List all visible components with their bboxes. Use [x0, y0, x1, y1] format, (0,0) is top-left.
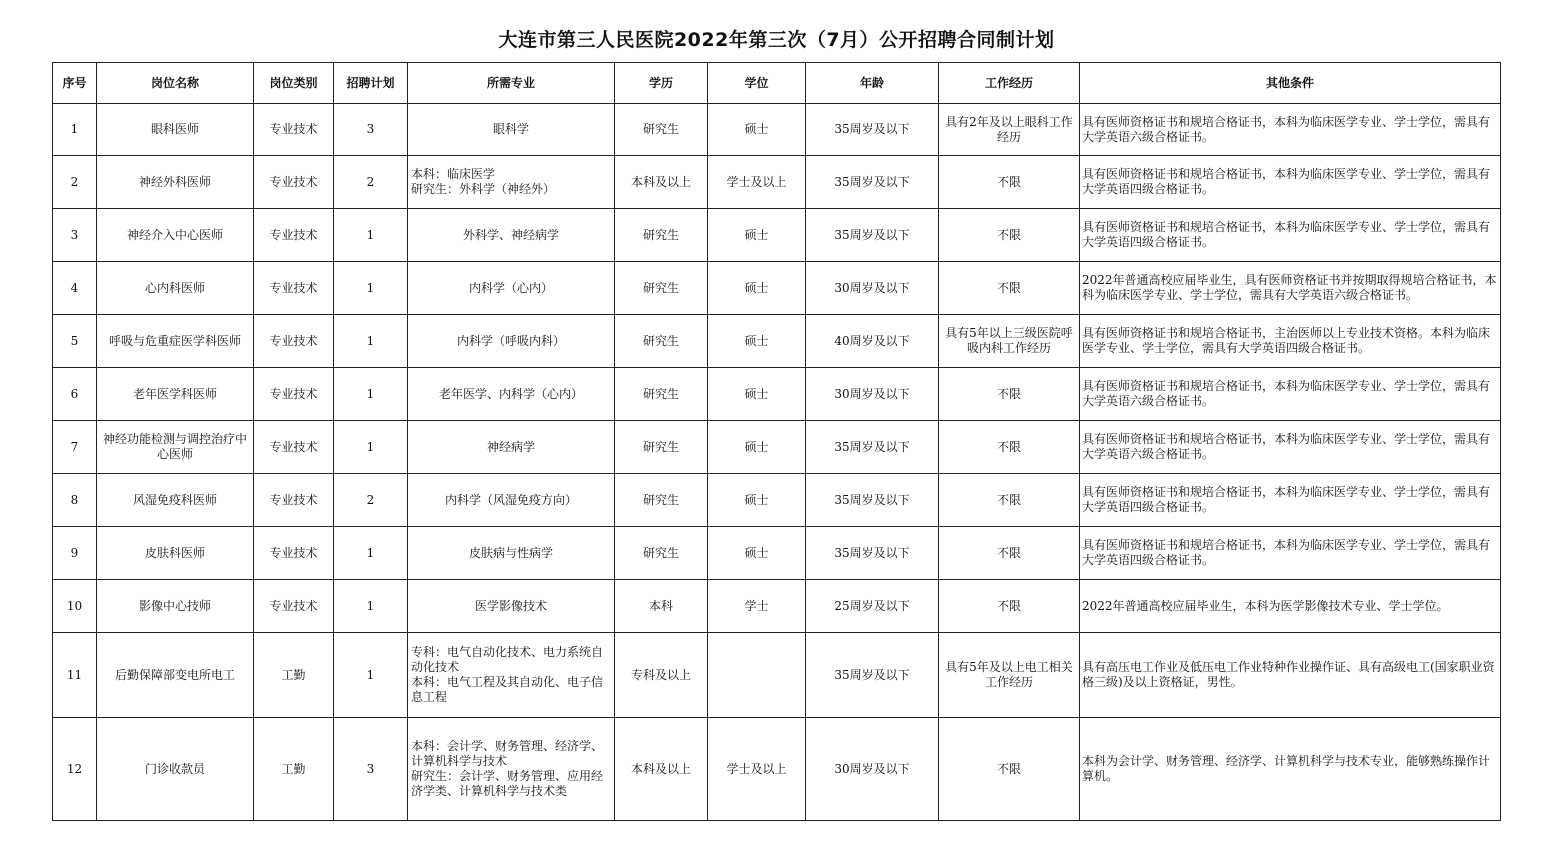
- row-degree: 学士: [708, 580, 806, 633]
- row-count: 1: [334, 262, 408, 315]
- row-age: 35周岁及以下: [806, 474, 939, 527]
- row-position-name: 神经介入中心医师: [97, 209, 254, 262]
- row-count: 1: [334, 368, 408, 421]
- row-no: 1: [53, 104, 97, 156]
- row-no: 9: [53, 527, 97, 580]
- table-row: [53, 633, 1501, 718]
- major-line: 本科：会计学、财务管理、经济学、计算机科学与技术: [411, 739, 604, 768]
- row-position-name: 皮肤科医师: [97, 527, 254, 580]
- row-degree: 硕士: [708, 262, 806, 315]
- row-count: 2: [334, 156, 408, 209]
- row-age: 35周岁及以下: [806, 209, 939, 262]
- major-line: 研究生：会计学、财务管理、应用经济学类、计算机科学与技术类: [411, 769, 604, 798]
- row-position-name: 风湿免疫科医师: [97, 474, 254, 527]
- header-experience: 工作经历: [939, 63, 1080, 104]
- table-body: [53, 104, 1501, 821]
- row-category: 专业技术: [254, 527, 334, 580]
- row-position-name: 心内科医师: [97, 262, 254, 315]
- table-row: [53, 156, 1501, 209]
- row-major: [408, 527, 615, 580]
- row-conditions: 具有医师资格证书和规培合格证书，本科为临床医学专业、学士学位，需具有大学英语四级合格证书。: [1080, 527, 1501, 580]
- header-age: 年龄: [806, 63, 939, 104]
- header-row: [53, 63, 1501, 104]
- row-age: 40周岁及以下: [806, 315, 939, 368]
- row-no: 8: [53, 474, 97, 527]
- row-category: 工勤: [254, 718, 334, 821]
- header-category: 岗位类别: [254, 63, 334, 104]
- row-major: [408, 368, 615, 421]
- row-major: [408, 209, 615, 262]
- row-no: 11: [53, 633, 97, 718]
- row-education: 研究生: [615, 104, 708, 156]
- row-experience: 具有5年及以上电工相关工作经历: [939, 633, 1080, 718]
- row-experience: 不限: [939, 368, 1080, 421]
- major-line: 本科：临床医学: [411, 167, 496, 181]
- row-conditions: 具有医师资格证书和规培合格证书，本科为临床医学专业、学士学位，需具有大学英语六级合格证书。: [1080, 104, 1501, 156]
- major-line: 本科：电气工程及其自动化、电子信息工程: [411, 675, 604, 704]
- row-conditions: 具有医师资格证书和规培合格证书，本科为临床医学专业、学士学位，需具有大学英语六级合格证书。: [1080, 368, 1501, 421]
- major-line: 皮肤病与性病学: [468, 545, 553, 560]
- row-age: 30周岁及以下: [806, 718, 939, 821]
- major-line: 外科学、神经病学: [462, 227, 559, 242]
- row-major: [408, 421, 615, 474]
- row-education: 本科: [615, 580, 708, 633]
- row-major: [408, 315, 615, 368]
- row-no: 12: [53, 718, 97, 821]
- row-conditions: 2022年普通高校应届毕业生，本科为医学影像技术专业、学士学位。: [1080, 580, 1501, 633]
- header-name: 岗位名称: [97, 63, 254, 104]
- row-age: 25周岁及以下: [806, 580, 939, 633]
- row-age: 35周岁及以下: [806, 527, 939, 580]
- row-experience: 具有5年以上三级医院呼吸内科工作经历: [939, 315, 1080, 368]
- row-degree: 硕士: [708, 527, 806, 580]
- row-no: 3: [53, 209, 97, 262]
- row-age: 35周岁及以下: [806, 633, 939, 718]
- row-degree: 硕士: [708, 421, 806, 474]
- row-major: [408, 156, 615, 209]
- row-degree: 硕士: [708, 104, 806, 156]
- major-line: 神经病学: [486, 439, 535, 454]
- table-row: [53, 209, 1501, 262]
- header-education: 学历: [615, 63, 708, 104]
- row-no: 7: [53, 421, 97, 474]
- row-conditions: 具有医师资格证书和规培合格证书，主治医师以上专业技术资格。本科为临床医学专业、学士学位，需具有大学英语四级合格证书。: [1080, 315, 1501, 368]
- page-title: 大连市第三人民医院2022年第三次（7月）公开招聘合同制计划: [498, 29, 1055, 51]
- row-category: 专业技术: [254, 156, 334, 209]
- row-degree: 硕士: [708, 474, 806, 527]
- row-degree: 学士及以上: [708, 156, 806, 209]
- row-no: 4: [53, 262, 97, 315]
- row-experience: 不限: [939, 156, 1080, 209]
- row-experience: 不限: [939, 474, 1080, 527]
- header-no: 序号: [53, 63, 97, 104]
- row-education: 研究生: [615, 474, 708, 527]
- table-row: [53, 580, 1501, 633]
- row-no: 10: [53, 580, 97, 633]
- table-row: [53, 527, 1501, 580]
- row-major: [408, 474, 615, 527]
- row-experience: 不限: [939, 209, 1080, 262]
- row-position-name: 呼吸与危重症医学科医师: [97, 315, 254, 368]
- table-row: [53, 104, 1501, 156]
- row-category: 专业技术: [254, 580, 334, 633]
- row-count: 1: [334, 421, 408, 474]
- row-degree: 硕士: [708, 315, 806, 368]
- row-position-name: 门诊收款员: [97, 718, 254, 821]
- row-count: 1: [334, 209, 408, 262]
- major-line: 老年医学、内科学（心内）: [438, 386, 583, 401]
- row-education: 研究生: [615, 368, 708, 421]
- major-line: 内科学（呼吸内科）: [456, 333, 565, 348]
- row-education: 本科及以上: [615, 156, 708, 209]
- row-major: [408, 104, 615, 156]
- row-position-name: 神经外科医师: [97, 156, 254, 209]
- row-conditions: 具有医师资格证书和规培合格证书，本科为临床医学专业、学士学位，需具有大学英语四级合格证书。: [1080, 209, 1501, 262]
- table-row: [53, 368, 1501, 421]
- row-category: 工勤: [254, 633, 334, 718]
- row-count: 1: [334, 633, 408, 718]
- row-age: 30周岁及以下: [806, 368, 939, 421]
- row-category: 专业技术: [254, 104, 334, 156]
- row-education: 专科及以上: [615, 633, 708, 718]
- row-education: 研究生: [615, 315, 708, 368]
- row-conditions: 2022年普通高校应届毕业生，具有医师资格证书并按期取得规培合格证书，本科为临床医学专业、学士学位，需具有大学英语六级合格证书。: [1080, 262, 1501, 315]
- table-row: [53, 474, 1501, 527]
- row-count: 1: [334, 527, 408, 580]
- row-age: 30周岁及以下: [806, 262, 939, 315]
- row-education: 研究生: [615, 421, 708, 474]
- header-degree: 学位: [708, 63, 806, 104]
- header-conditions: 其他条件: [1080, 63, 1501, 104]
- row-degree: 学士及以上: [708, 718, 806, 821]
- row-category: 专业技术: [254, 368, 334, 421]
- row-count: 2: [334, 474, 408, 527]
- row-education: 研究生: [615, 527, 708, 580]
- row-age: 35周岁及以下: [806, 421, 939, 474]
- major-line: 研究生：外科学（神经外）: [411, 182, 556, 196]
- row-experience: 不限: [939, 527, 1080, 580]
- row-experience: 不限: [939, 580, 1080, 633]
- row-conditions: 本科为会计学、财务管理、经济学、计算机科学与技术专业，能够熟练操作计算机。: [1080, 718, 1501, 821]
- table-row: [53, 718, 1501, 821]
- row-education: 本科及以上: [615, 718, 708, 821]
- row-education: 研究生: [615, 209, 708, 262]
- major-line: 内科学（风湿免疫方向）: [444, 492, 577, 507]
- row-no: 5: [53, 315, 97, 368]
- row-category: 专业技术: [254, 421, 334, 474]
- row-category: 专业技术: [254, 474, 334, 527]
- row-conditions: 具有医师资格证书和规培合格证书，本科为临床医学专业、学士学位，需具有大学英语四级合格证书。: [1080, 474, 1501, 527]
- row-degree: [708, 633, 806, 718]
- row-major: [408, 633, 615, 718]
- row-conditions: 具有医师资格证书和规培合格证书，本科为临床医学专业、学士学位，需具有大学英语四级合格证书。: [1080, 156, 1501, 209]
- row-position-name: 眼科医师: [97, 104, 254, 156]
- row-age: 35周岁及以下: [806, 104, 939, 156]
- row-category: 专业技术: [254, 262, 334, 315]
- table-row: [53, 262, 1501, 315]
- row-category: 专业技术: [254, 209, 334, 262]
- row-degree: 硕士: [708, 368, 806, 421]
- row-conditions: 具有医师资格证书和规培合格证书，本科为临床医学专业、学士学位，需具有大学英语六级合格证书。: [1080, 421, 1501, 474]
- table-row: [53, 315, 1501, 368]
- row-position-name: 老年医学科医师: [97, 368, 254, 421]
- row-no: 2: [53, 156, 97, 209]
- header-count: 招聘计划: [334, 63, 408, 104]
- row-experience: 不限: [939, 421, 1080, 474]
- row-major: [408, 262, 615, 315]
- row-count: 3: [334, 718, 408, 821]
- row-position-name: 后勤保障部变电所电工: [97, 633, 254, 718]
- row-major: [408, 718, 615, 821]
- row-education: 研究生: [615, 262, 708, 315]
- row-position-name: 神经功能检测与调控治疗中心医师: [97, 421, 254, 474]
- major-line: 专科：电气自动化技术、电力系统自动化技术: [411, 645, 604, 674]
- row-count: 1: [334, 580, 408, 633]
- recruitment-plan-table: [52, 62, 1501, 821]
- row-count: 3: [334, 104, 408, 156]
- header-major: 所需专业: [408, 63, 615, 104]
- major-line: 内科学（心内）: [468, 280, 553, 295]
- row-category: 专业技术: [254, 315, 334, 368]
- row-position-name: 影像中心技师: [97, 580, 254, 633]
- row-experience: 不限: [939, 718, 1080, 821]
- row-degree: 硕士: [708, 209, 806, 262]
- row-major: [408, 580, 615, 633]
- row-experience: 不限: [939, 262, 1080, 315]
- row-conditions: 具有高压电工作业及低压电工作业特种作业操作证、具有高级电工(国家职业资格三级)及以上资格证，男性。: [1080, 633, 1501, 718]
- major-line: 医学影像技术: [474, 598, 547, 613]
- row-count: 1: [334, 315, 408, 368]
- row-no: 6: [53, 368, 97, 421]
- row-age: 35周岁及以下: [806, 156, 939, 209]
- major-line: 眼科学: [492, 122, 529, 136]
- row-experience: 具有2年及以上眼科工作经历: [939, 104, 1080, 156]
- table-row: [53, 421, 1501, 474]
